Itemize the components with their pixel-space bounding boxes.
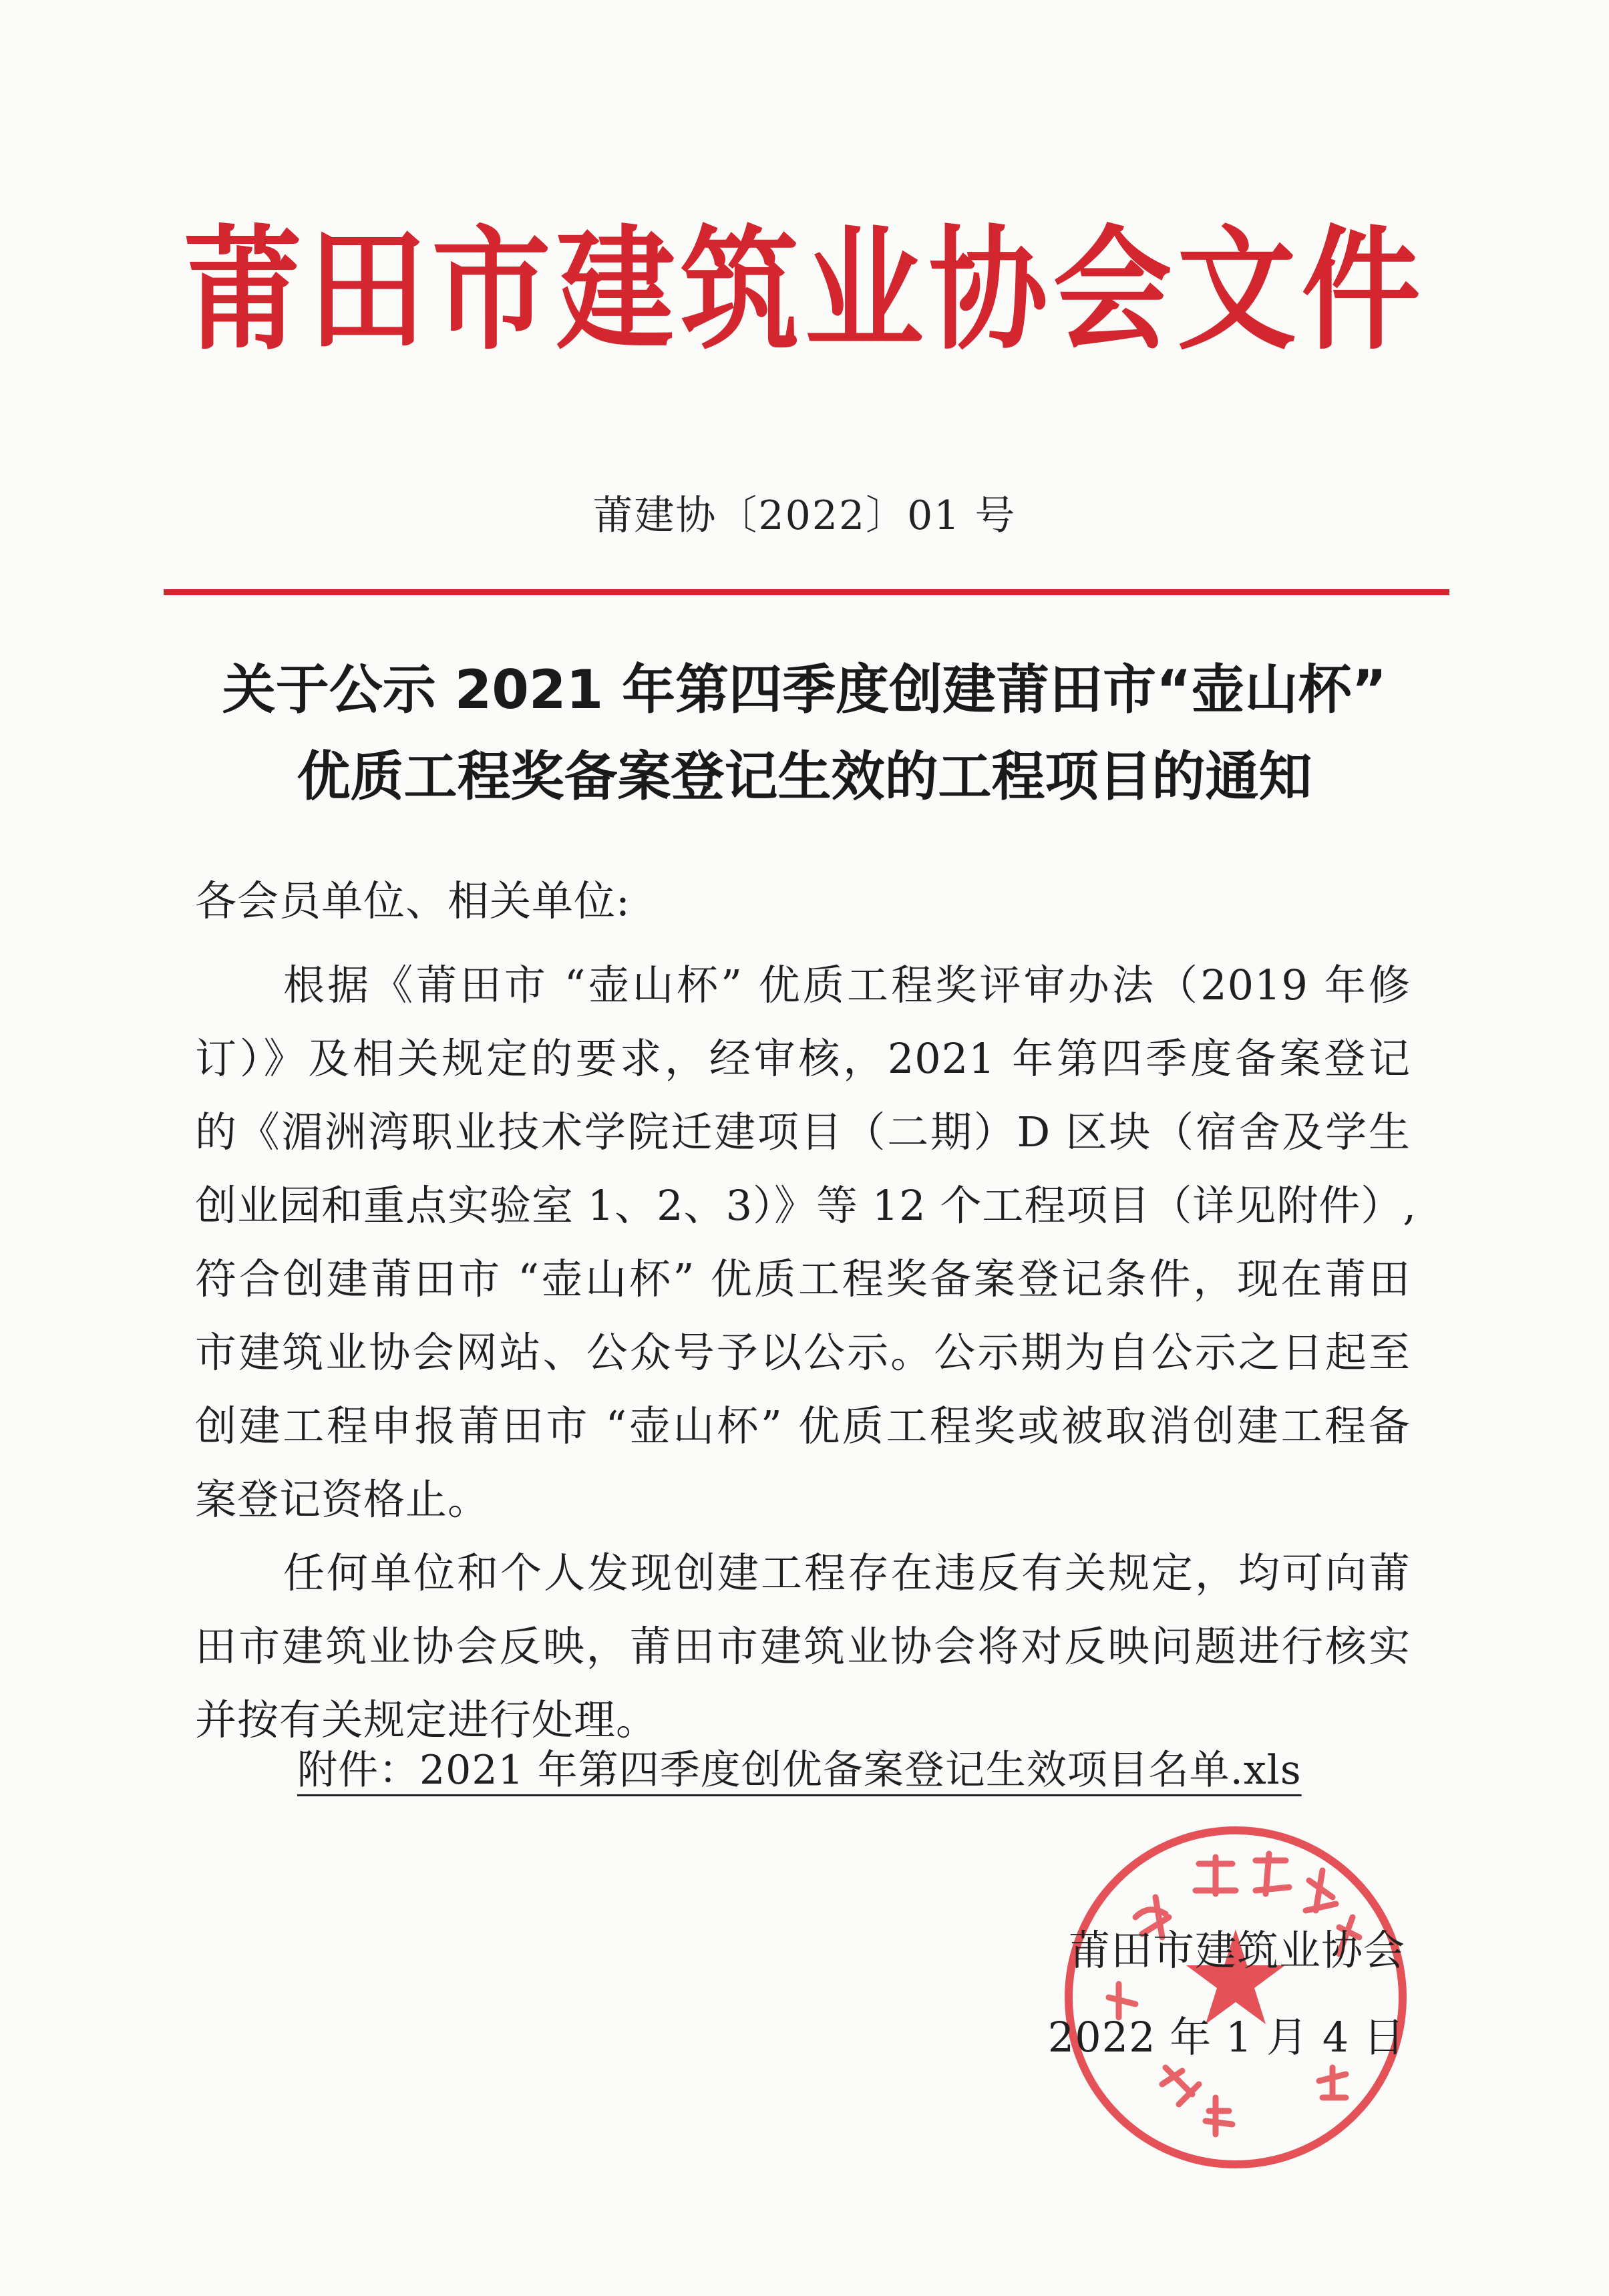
signature-block bbox=[1048, 1907, 1405, 2081]
notice-title-line-2: 优质工程奖备案登记生效的工程项目的通知 bbox=[297, 746, 1312, 808]
paragraph-line: 根据《莆田市 “壶山杯” 优质工程奖评审办法（2019 年修 bbox=[283, 961, 1411, 1009]
org-header-title: 莆田市建筑业协会文件 bbox=[183, 211, 1426, 368]
paragraph-line: 创建工程申报莆田市 “壶山杯” 优质工程奖或被取消创建工程备 bbox=[195, 1402, 1411, 1450]
paragraph-line: 田市建筑业协会反映，莆田市建筑业协会将对反映问题进行核实 bbox=[195, 1622, 1411, 1671]
attachment-link[interactable]: 附件：2021 年第四季度创优备案登记生效项目名单.xls bbox=[297, 1747, 1302, 1794]
paragraph-line: 符合创建莆田市 “壶山杯” 优质工程奖备案登记条件，现在莆田 bbox=[195, 1255, 1411, 1303]
paragraph-line: 创业园和重点实验室 1、2、3）》等 12 个工程项目（详见附件）, bbox=[195, 1181, 1417, 1230]
notice-title bbox=[0, 647, 1609, 820]
paragraph-line: 并按有关规定进行处理。 bbox=[195, 1695, 659, 1744]
paragraph-line: 市建筑业协会网站、公众号予以公示。公示期为自公示之日起至 bbox=[195, 1328, 1411, 1377]
document-number: 莆建协〔2022〕01 号 bbox=[592, 492, 1017, 539]
paragraph-line: 案登记资格止。 bbox=[195, 1475, 490, 1524]
body-paragraph-2 bbox=[195, 1536, 1411, 1757]
paragraph-line: 的《湄洲湾职业技术学院迁建项目（二期）D 区块（宿舍及学生 bbox=[195, 1108, 1411, 1156]
paragraph-line: 订）》及相关规定的要求，经审核，2021 年第四季度备案登记 bbox=[195, 1034, 1411, 1083]
body-paragraph-1 bbox=[195, 949, 1417, 1536]
salutation: 各会员单位、相关单位: bbox=[195, 876, 631, 925]
signature-org: 莆田市建筑业协会 bbox=[1068, 1926, 1405, 1975]
red-divider-line bbox=[164, 589, 1449, 595]
paragraph-line: 任何单位和个人发现创建工程存在违反有关规定，均可向莆 bbox=[283, 1548, 1411, 1597]
notice-title-line-1: 关于公示 2021 年第四季度创建莆田市“壶山杯” bbox=[222, 659, 1387, 721]
signature-date: 2022 年 1 月 4 日 bbox=[1047, 2013, 1405, 2062]
